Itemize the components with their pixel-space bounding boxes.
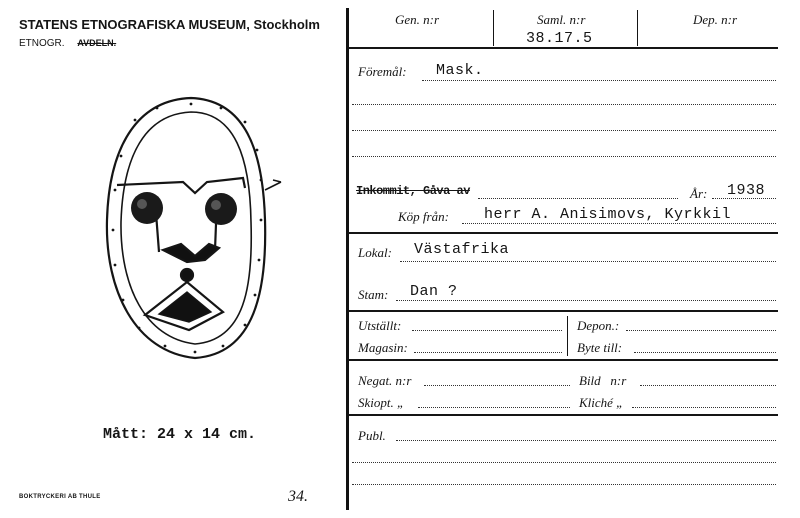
gen-label: Gen. n:r (395, 12, 440, 27)
magasin-line (414, 352, 562, 353)
utstallt-sep (567, 316, 568, 356)
etnogr-text: ETNOGR. (19, 38, 65, 49)
mask-arrow (265, 180, 281, 190)
museum-title: STATENS ETNOGRAFISKA MUSEUM, Stockholm (19, 17, 320, 32)
byte-line (634, 352, 776, 353)
measurement: Mått: 24 x 14 cm. (103, 426, 257, 443)
negat-line (424, 385, 570, 386)
kop-line (462, 223, 776, 224)
magasin-rule (348, 359, 778, 361)
card-divider (346, 8, 349, 510)
saml-label: Saml. n:r (537, 12, 586, 27)
byte-label: Byte till: (577, 340, 623, 355)
saml-value: 38.17.5 (526, 30, 593, 47)
mask-drawing (95, 90, 295, 370)
crossed-line (478, 198, 678, 199)
publ-line-1 (396, 440, 776, 441)
skiopt-label: Skiopt. „ (358, 395, 405, 410)
ar-label: År: (690, 186, 708, 201)
skiopt-rule (348, 414, 778, 416)
stam-value: Dan ? (410, 283, 458, 300)
bild-label: Bild n:r (579, 373, 627, 388)
printer-name: BOKTRYCKERI AB THULE (19, 494, 101, 500)
ar-value: 1938 (727, 182, 766, 199)
foremal-line-4 (352, 156, 776, 157)
stam-line (396, 300, 776, 301)
foremal-label: Föremål: (358, 64, 407, 79)
etnogr-label (19, 38, 116, 49)
publ-label: Publ. (358, 428, 386, 443)
skiopt-line (418, 407, 570, 408)
stam-label: Stam: (358, 287, 389, 302)
utstallt-line (412, 330, 562, 331)
mask-brow (117, 178, 245, 193)
mask-right-eye (205, 193, 237, 225)
kliche-label: Kliché „ (579, 395, 624, 410)
bild-line (640, 385, 776, 386)
column-sep-2 (637, 10, 638, 46)
lokal-label: Lokal: (358, 245, 392, 260)
mask-mouth-knot (181, 269, 193, 281)
mask-nose (163, 244, 219, 262)
handwritten-number: 34. (288, 488, 308, 505)
foremal-value: Mask. (436, 62, 484, 79)
foremal-line-1 (422, 80, 776, 81)
magasin-label: Magasin: (358, 340, 408, 355)
dep-label: Dep. n:r (693, 12, 738, 27)
lokal-value: Västafrika (414, 241, 510, 258)
negat-label: Negat. n:r (358, 373, 412, 388)
ar-line (712, 198, 776, 199)
columns-rule (348, 47, 778, 49)
stam-rule (348, 310, 778, 312)
kop-label: Köp från: (398, 209, 449, 224)
depon-label: Depon.: (577, 318, 620, 333)
publ-line-2 (352, 462, 776, 463)
kop-value: herr A. Anisimovs, Kyrkkil (484, 206, 732, 223)
crossed-label: Inkommit, Gåva av (356, 184, 470, 198)
depon-line (626, 330, 776, 331)
utstallt-label: Utställt: (358, 318, 402, 333)
foremal-line-2 (352, 104, 776, 105)
publ-line-3 (352, 484, 776, 485)
kop-rule (348, 232, 778, 234)
lokal-line (400, 261, 776, 262)
etnogr-crossed-text: AVDELN. (77, 38, 117, 48)
mask-left-eye (131, 192, 163, 224)
foremal-line-3 (352, 130, 776, 131)
kliche-line (632, 407, 776, 408)
column-sep-1 (493, 10, 494, 46)
